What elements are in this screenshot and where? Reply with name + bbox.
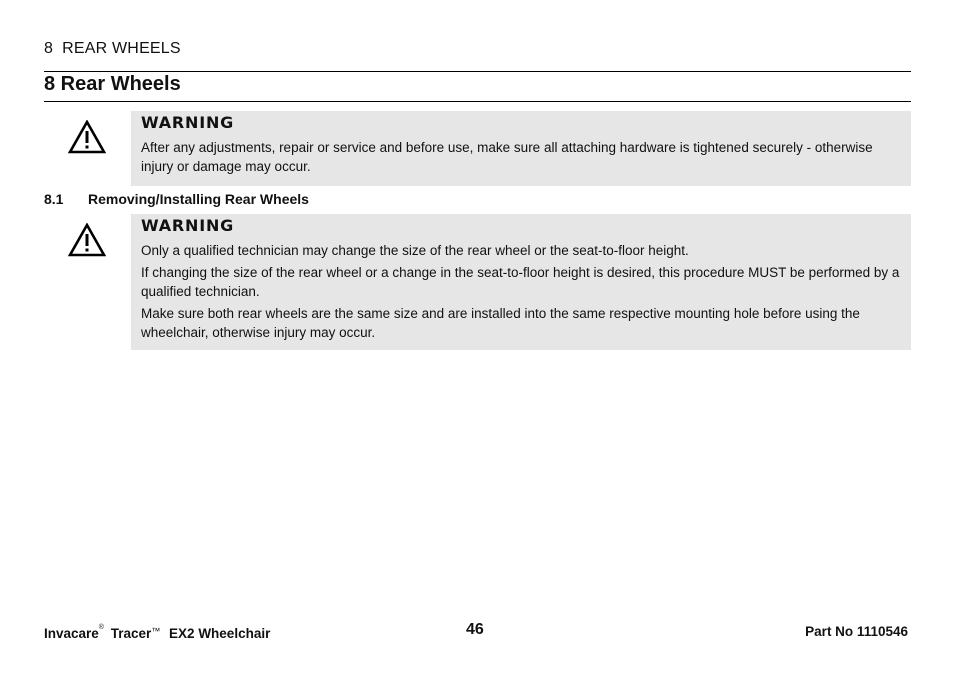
warning-box-2 [131,214,911,350]
registered-mark: ® [98,624,104,631]
title-rule-bottom [44,101,911,102]
warning-triangle-icon [68,120,106,154]
section-number: 8.1 [44,191,64,207]
warning-label: WARNING [141,216,235,235]
warning-text: After any adjustments, repair or service and before use, make sure all attaching hardware is tightened securely - otherwise injury or damage may occur. [141,140,873,174]
warning-text: Only a qualified technician may change the size of the rear wheel or the seat-to-floor height. [141,243,689,258]
running-header-text: REAR WHEELS [62,40,181,57]
chapter-title: 8 Rear Wheels [44,73,181,95]
warning-text: Make sure both rear wheels are the same size and are installed into the same respective mounting hole before using the wheelchair, otherwise injury may occur. [141,306,860,340]
footer-brand: Invacare [44,626,99,641]
footer-part-number: Part No 1110546 [805,624,908,639]
warning-triangle-icon [68,223,106,257]
running-header-number: 8 [44,40,54,57]
footer-product-name: Tracer [110,626,152,641]
section-title: Removing/Installing Rear Wheels [88,191,309,207]
title-rule-top [44,71,911,72]
trademark-mark: ™ [151,626,161,636]
running-header [44,40,181,58]
footer-product [44,624,270,641]
section-heading [44,191,309,207]
warning-label: WARNING [141,113,235,132]
footer-model: EX2 Wheelchair [169,626,271,641]
page-number: 46 [466,621,484,638]
warning-text: If changing the size of the rear wheel or a change in the seat-to-floor height is desired, this procedure MUST be performed by a qualified technician. [141,265,900,299]
warning-box-1 [131,111,911,186]
